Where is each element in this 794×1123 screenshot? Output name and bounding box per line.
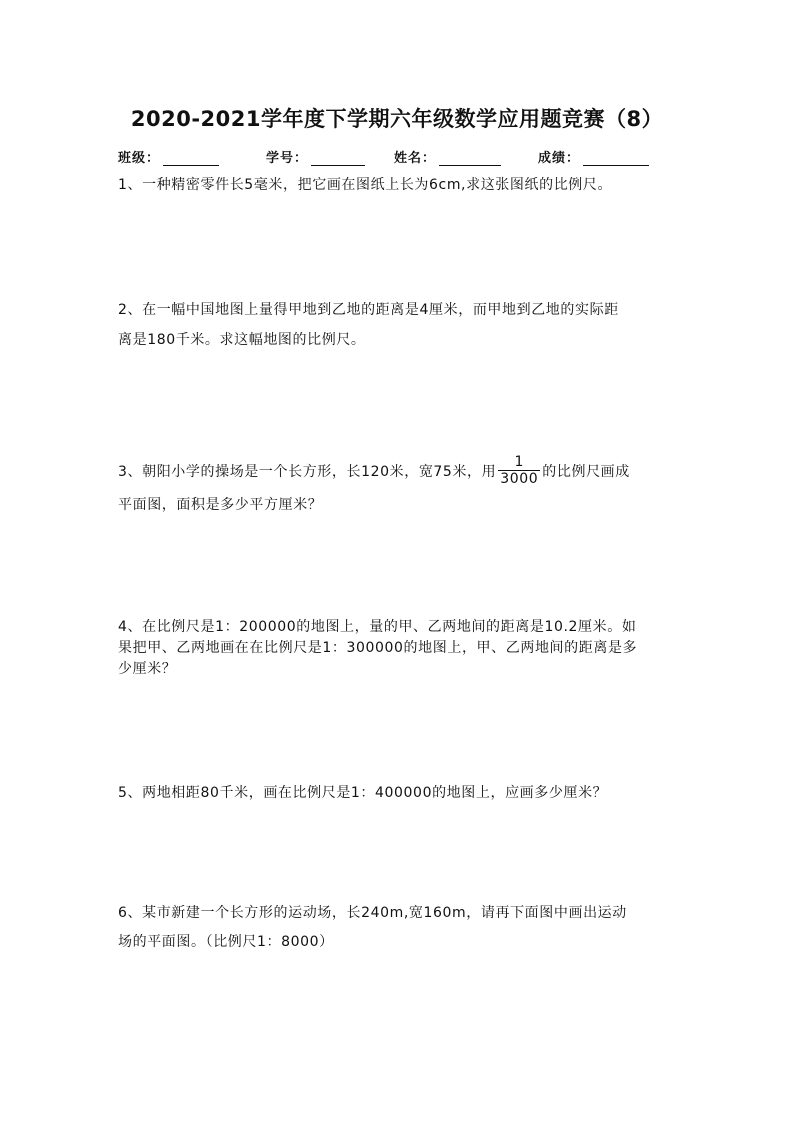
page-title: 2020-2021学年度下学期六年级数学应用题竞赛（8） xyxy=(130,107,664,131)
question-2 xyxy=(118,302,678,348)
question-3 xyxy=(118,455,678,513)
student-no-blank[interactable] xyxy=(311,152,365,166)
score-blank[interactable] xyxy=(583,152,649,166)
class-label: 班级： xyxy=(118,151,161,166)
fraction-1-3000 xyxy=(498,454,540,487)
question-3-text-before: 3、朝阳小学的操场是一个长方形，长120米，宽75米，用 xyxy=(118,464,497,480)
question-6-line-1: 6、某市新建一个长方形的运动场，长240m,宽160m，请再下面图中画出运动 xyxy=(118,905,627,921)
question-4 xyxy=(118,619,678,677)
question-2-line-1: 2、在一幅中国地图上量得甲地到乙地的距离是4厘米，而甲地到乙地的实际距 xyxy=(118,302,619,318)
student-no-label: 学号： xyxy=(266,151,309,166)
fraction-denominator: 3000 xyxy=(500,470,539,487)
question-1-line-1: 1、一种精密零件长5毫米，把它画在图纸上长为6cm,求这张图纸的比例尺。 xyxy=(118,177,613,193)
question-6 xyxy=(118,905,678,950)
class-field xyxy=(118,147,219,166)
question-3-text-after: 的比例尺画成 xyxy=(542,464,630,480)
fraction-numerator: 1 xyxy=(514,453,525,470)
question-5 xyxy=(118,785,678,801)
question-3-line-2: 平面图，面积是多少平方厘米？ xyxy=(118,497,323,513)
name-field xyxy=(394,147,501,166)
score-field xyxy=(538,147,649,166)
name-label: 姓名： xyxy=(394,151,437,166)
name-blank[interactable] xyxy=(439,152,501,166)
question-6-line-2: 场的平面图。（比例尺1：8000） xyxy=(118,934,334,950)
question-4-line-1: 4、在比例尺是1：200000的地图上，量的甲、乙两地间的距离是10.2厘米。如 xyxy=(118,619,637,635)
question-3-line-1 xyxy=(118,455,678,489)
score-label: 成绩： xyxy=(538,151,581,166)
question-4-line-3: 少厘米？ xyxy=(118,661,177,677)
class-blank[interactable] xyxy=(163,152,219,166)
question-4-line-2: 果把甲、乙两地画在在比例尺是1：300000的地图上，甲、乙两地间的距离是多 xyxy=(118,640,638,656)
student-no-field xyxy=(266,147,365,166)
question-1 xyxy=(118,177,678,193)
question-2-line-2: 离是180千米。求这幅地图的比例尺。 xyxy=(118,332,366,348)
question-5-line-1: 5、两地相距80千米，画在比例尺是1：400000的地图上，应画多少厘米？ xyxy=(118,785,608,801)
